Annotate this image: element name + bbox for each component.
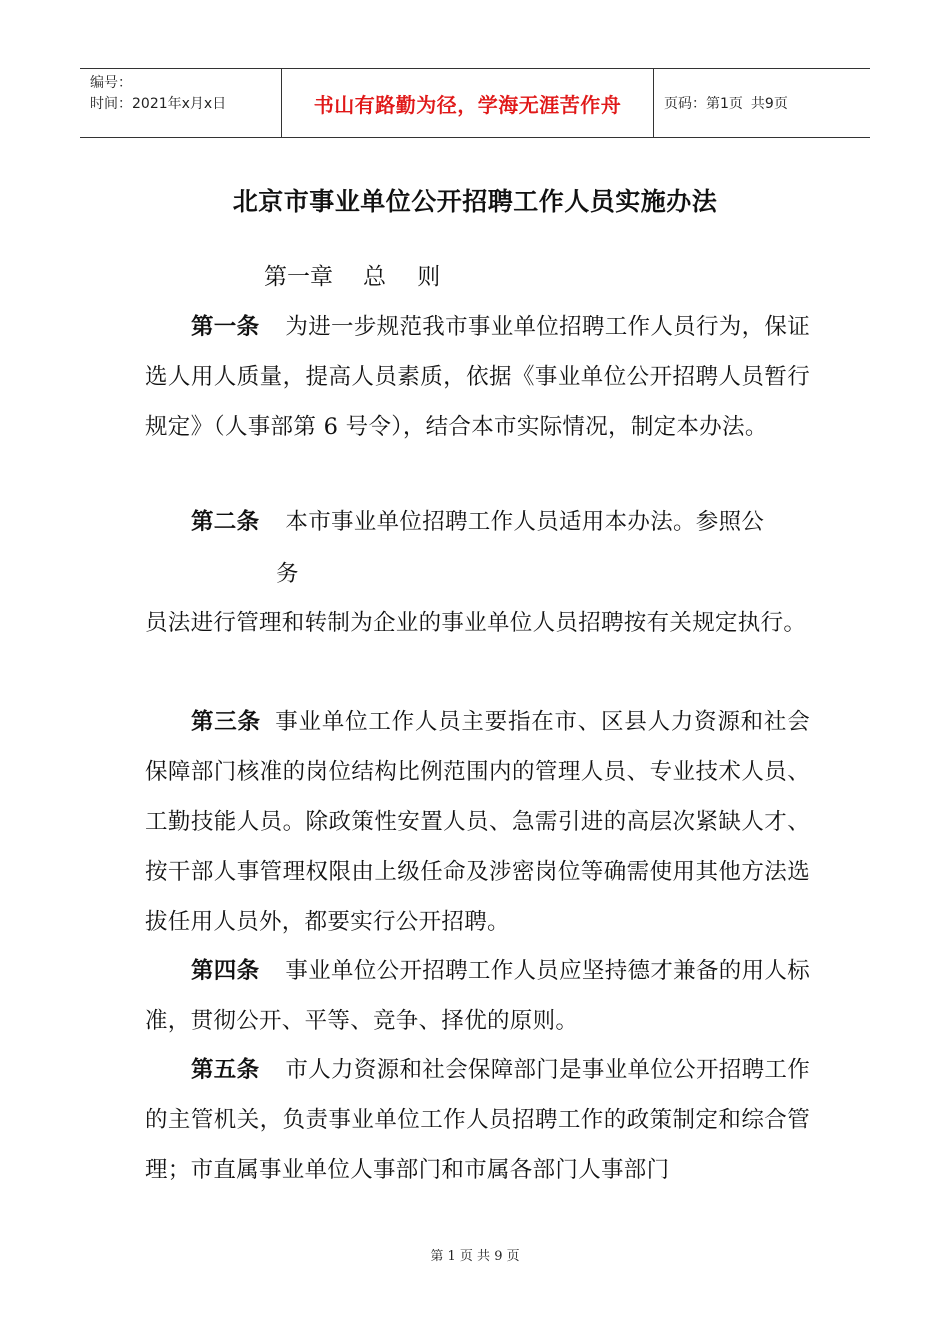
header-motto: 书山有路勤为径，学海无涯苦作舟	[313, 92, 622, 117]
document-title: 北京市事业单位公开招聘工作人员实施办法	[232, 187, 718, 216]
page-header	[80, 68, 870, 138]
article-3	[145, 697, 810, 947]
article-label: 第二条	[191, 509, 260, 535]
chapter-number: 第一章	[264, 264, 333, 290]
article-text: 市人力资源和社会保障部门是事业单位公开招聘工作的主管机关，负责事业单位工作人员招聘工作的政策制定和综合管理；市直属事业单位人事部门和市属各部门人事部门	[145, 1057, 810, 1183]
page-footer: 第 1 页 共 9 页	[430, 1249, 520, 1264]
article-5	[145, 1045, 810, 1195]
article-text: 事业单位公开招聘工作人员应坚持德才兼备的用人标准，贯彻公开、平等、竞争、择优的原则。	[145, 958, 810, 1034]
article-1	[145, 302, 810, 452]
chapter-name: 总 则	[363, 264, 453, 290]
article-label: 第五条	[191, 1057, 260, 1083]
chapter-heading	[264, 258, 452, 291]
article-text: 事业单位工作人员主要指在市、区县人力资源和社会保障部门核准的岗位结构比例范围内的管理人员、专业技术人员、工勤技能人员。除政策性安置人员、急需引进的高层次紧缺人才、按干部人事管理权限由上级任命及涉密岗位等确需使用其他方法选拔任用人员外，都要实行公开招聘。	[145, 709, 810, 935]
header-motto-cell	[281, 69, 654, 137]
article-2	[145, 497, 810, 547]
header-page: 页码：第1页	[664, 96, 743, 112]
header-time: 时间：2021年x月x日	[90, 96, 227, 112]
header-number: 编号：	[90, 75, 132, 91]
article-text: 为进一步规范我市事业单位招聘工作人员行为，保证选人用人质量，提高人员素质，依据《事业单位公开招聘人员暂行规定》（人事部第 6 号令），结合本市实际情况，制定本办法。	[145, 314, 810, 440]
header-meta	[80, 69, 281, 137]
header-page-info	[654, 69, 870, 137]
article-label: 第三条	[191, 709, 261, 735]
article-4	[145, 946, 810, 1046]
article-label: 第一条	[191, 314, 260, 340]
article-text: 本市事业单位招聘工作人员适用本办法。参照公	[285, 509, 765, 535]
article-2-fragment: 务	[276, 561, 299, 587]
article-label: 第四条	[191, 958, 260, 984]
header-total: 共9页	[750, 96, 788, 112]
article-2-continuation: 员法进行管理和转制为企业的事业单位人员招聘按有关规定执行。	[145, 610, 807, 636]
